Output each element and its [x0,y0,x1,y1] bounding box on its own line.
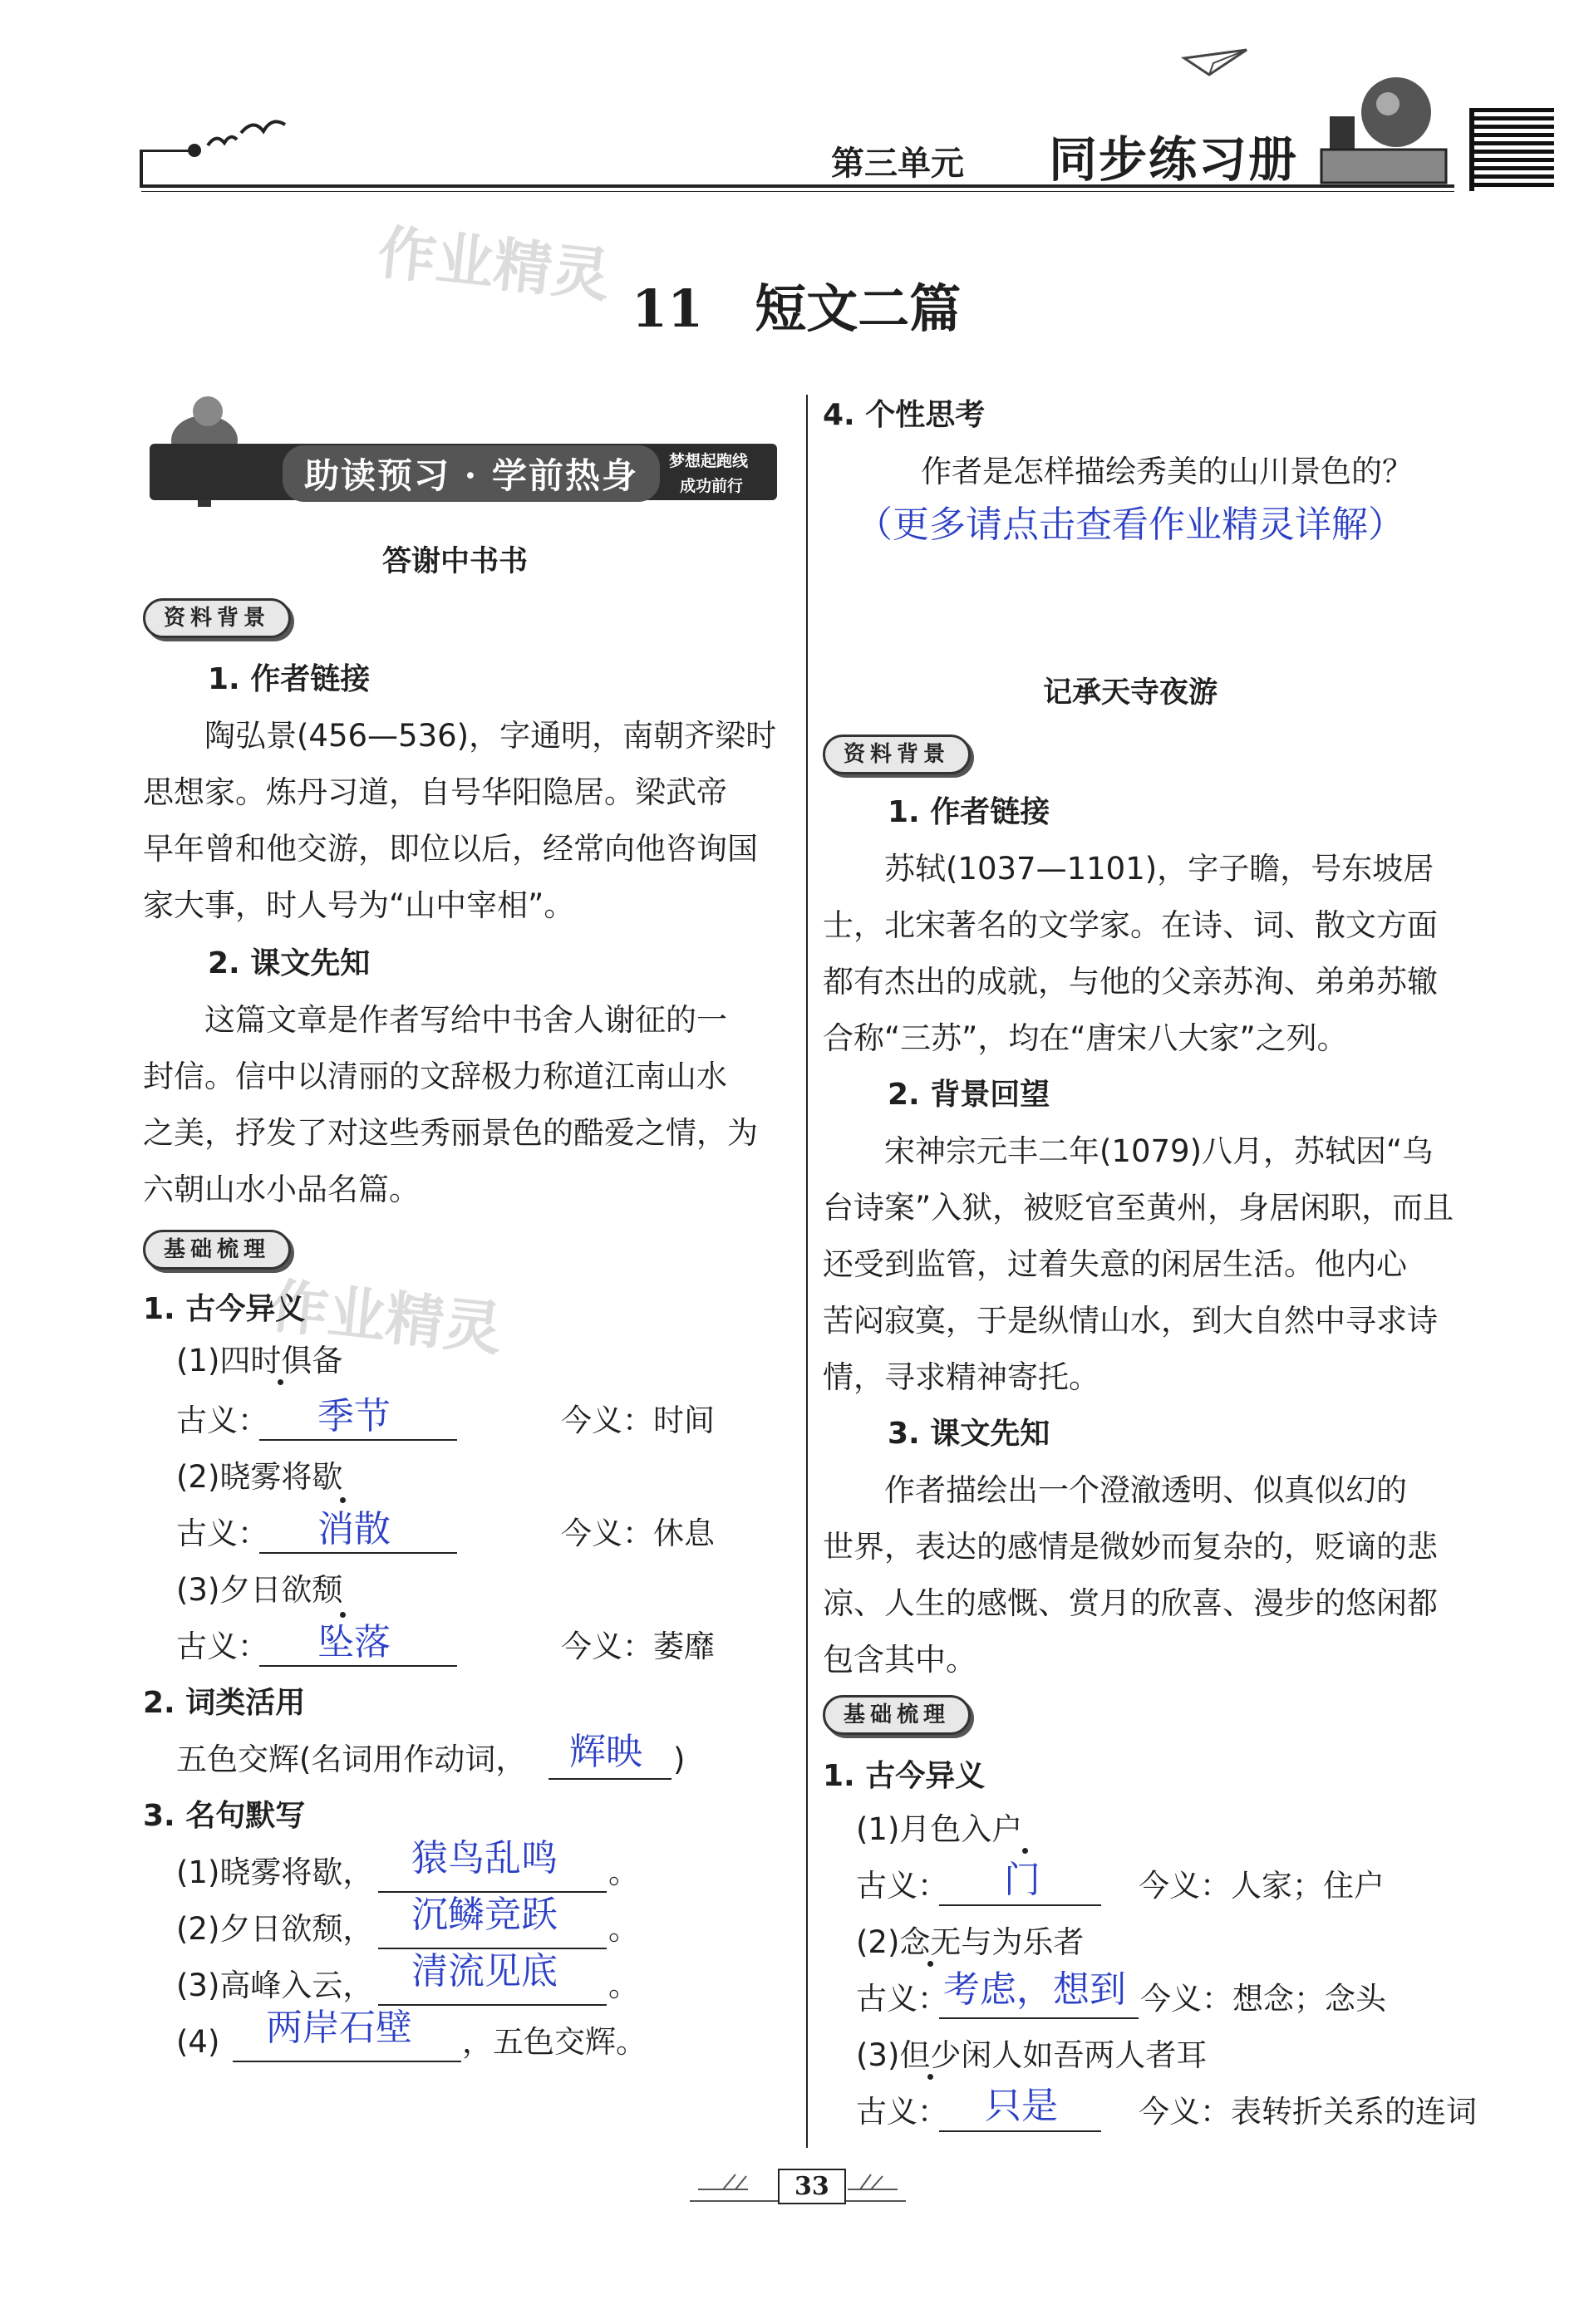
jin-label: 今义：时间 [561,1403,715,1438]
q3-prefix: (3)高峰入云， [176,1968,374,2003]
answer-text: 门 [1004,1859,1040,1901]
q3-suffix: ，五色交辉。 [462,2024,647,2060]
answer-text: 只是 [985,2085,1058,2127]
gu-label: 古义： [176,1403,268,1438]
bg-heading-right: 2. 背景回望 [888,1078,1050,1112]
author-line: 苏轼(1037—1101)，字子瞻，号东坡居 [823,851,1434,887]
jin-label: 今义：想念；念头 [1140,1981,1386,2017]
q3-prefix: (1)晓雾将歇， [176,1855,374,1890]
page-number: 33 [778,2169,846,2204]
gu-label: 古义： [856,1981,948,2017]
q2-line: 五色交辉(名词用作动词， [176,1742,527,1777]
answer-blank [378,2004,607,2006]
answer-text: 辉映 [569,1731,642,1773]
emphasis-dot [278,1379,283,1385]
header-dot [188,144,201,157]
q3-suffix: 。 [608,1855,639,1890]
answer-blank [233,2061,461,2062]
answer-blank [259,1665,457,1667]
header-left-bracket [140,150,143,188]
author-line: 思想家。炼丹习道，自号华阳隐居。梁武帝 [143,774,727,810]
author-line: 都有杰出的成就，与他的父亲苏洵、弟弟苏辙 [823,964,1438,1000]
q1-heading-right: 1. 古今异义 [823,1759,986,1793]
paper-plane-icon [1180,42,1255,91]
pill-background-right: 资料背景 [823,735,971,774]
answer-blank [939,2017,1139,2019]
banner-slogan-top: 梦想起跑线 [669,452,749,470]
q3-suffix: 。 [608,1968,639,2003]
text-line: 六朝山水小品名篇。 [143,1172,420,1207]
q1-heading-left: 1. 古今异义 [143,1292,306,1326]
answer-text: 沉鳞竞跃 [411,1894,558,1936]
essay-title-left: 答谢中书书 [382,545,529,578]
text-heading-right: 3. 课文先知 [888,1417,1050,1451]
author-line: 早年曾和他交游，即位以后，经常向他咨询国 [143,831,758,867]
answer-blank [939,2130,1101,2132]
header-dot-line [143,150,193,152]
jin-label: 今义：萎靡 [561,1629,715,1664]
header-stripes [1469,108,1554,191]
q1-sentence: (1)四时俱备 [176,1343,343,1378]
author-line: 陶弘景(456—536)，字通明，南朝齐梁时 [143,718,777,754]
banner-slogan-bottom: 成功前行 [680,477,744,495]
q1-sentence: (3)但少闲人如吾两人者耳 [856,2037,1208,2073]
banner-title: 助读预习 · 学前热身 [283,445,660,502]
gu-label: 古义： [856,1868,948,1904]
text-heading-left: 2. 课文先知 [208,946,371,980]
answer-blank [259,1552,457,1554]
author-line: 士，北宋著名的文学家。在诗、词、散文方面 [823,907,1438,943]
text-line: 封信。信中以清丽的文辞极力称道江南山水 [143,1059,727,1094]
lesson-title: 11 短文二篇 [632,278,962,339]
emphasis-dot [927,1961,933,1967]
gu-label: 古义： [856,2094,948,2130]
q4-heading: 4. 个性思考 [823,398,986,432]
author-line: 合称“三苏”，均在“唐宋八大家”之列。 [823,1020,1348,1056]
q1-sentence: (3)夕日欲颓 [176,1572,343,1608]
pill-basics-left: 基础梳理 [143,1230,291,1270]
answer-text: 消散 [317,1508,391,1550]
text-line: 作者描绘出一个澄澈透明、似真似幻的 [823,1472,1407,1508]
q3-suffix: 。 [608,1911,639,1947]
header-brand: 同步练习册 [1049,131,1299,188]
q1-sentence: (2)晓雾将歇 [176,1459,343,1495]
answer-text: 清流见底 [411,1950,558,1992]
bg-line: 情，寻求精神寄托。 [823,1359,1099,1395]
answer-text: 考虑，想到 [943,1968,1126,2011]
detail-link[interactable]: （更多请点击查看作业精灵详解） [856,504,1404,546]
author-line: 家大事，时人号为“山中宰相”。 [143,887,575,923]
q3-prefix: (4) [176,2024,220,2060]
text-line: 包含其中。 [823,1642,976,1678]
emphasis-dot [927,2074,933,2080]
column-divider [806,395,808,2148]
q4-question: 作者是怎样描绘秀美的山川景色的？ [921,454,1413,489]
globe-figure-icon [1313,66,1454,191]
essay-title-right: 记承天寺夜游 [1043,676,1218,710]
gu-label: 古义： [176,1629,268,1664]
answer-text: 两岸石壁 [266,2007,412,2049]
q2-heading-left: 2. 词类活用 [143,1686,306,1720]
answer-text: 坠落 [317,1621,391,1663]
bg-line: 还受到监管，过着失意的闲居生活。他内心 [823,1246,1407,1282]
author-heading-left: 1. 作者链接 [208,662,371,696]
q1-sentence: (2)念无与为乐者 [856,1924,1085,1960]
answer-text: 猿鸟乱鸣 [411,1837,558,1879]
pill-background-left: 资料背景 [143,598,291,638]
text-line: 之美，抒发了对这些秀丽景色的酷爱之情，为 [143,1115,758,1151]
answer-blank [259,1439,457,1441]
text-line: 凉、人生的感慨、赏月的欣喜、漫步的悠闲都 [823,1585,1438,1621]
watermark: 作业精灵 [266,1271,505,1364]
bg-line: 苦闷寂寞，于是纵情山水，到大自然中寻求诗 [823,1303,1438,1339]
gu-label: 古义： [176,1516,268,1551]
answer-blank [939,1904,1101,1906]
author-heading-right: 1. 作者链接 [888,795,1050,829]
bg-line: 台诗案”入狱，被贬官至黄州，身居闲职，而且 [823,1190,1454,1226]
pill-basics-right: 基础梳理 [823,1695,971,1735]
bg-line: 宋神宗元丰二年(1079)八月，苏轼因“乌 [823,1133,1434,1169]
jin-label: 今义：人家；住户 [1139,1868,1385,1904]
jin-label: 今义：休息 [561,1516,715,1551]
watermark: 作业精灵 [374,218,613,311]
text-line: 世界，表达的感情是微妙而复杂的，贬谪的悲 [823,1529,1438,1565]
q1-sentence: (1)月色入户 [856,1811,1023,1847]
header-rule-thin [141,191,1454,192]
q3-heading-left: 3. 名句默写 [143,1799,306,1833]
q3-prefix: (2)夕日欲颓， [176,1911,374,1947]
header-unit: 第三单元 [831,145,964,183]
birds-icon [204,108,295,166]
answer-blank [548,1778,671,1780]
answer-text: 季节 [317,1395,391,1437]
q2-close: ) [673,1742,686,1777]
jin-label: 今义：表转折关系的连词 [1139,2094,1477,2130]
text-line: 这篇文章是作者写给中书舍人谢征的一 [143,1002,727,1038]
